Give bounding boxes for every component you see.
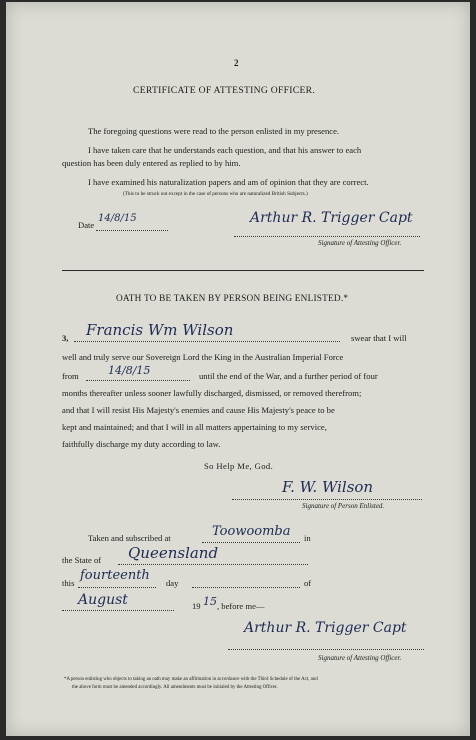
oath-line-4: months thereafter unless sooner lawfully discharged, dismissed, or removed therefrom;	[62, 388, 362, 398]
document-page	[6, 2, 470, 736]
state-underline	[118, 564, 308, 565]
oath-line-5: and that I will resist His Majesty's enemies and cause His Majesty's peace to be	[62, 405, 335, 415]
footnote-line-1: *A person enlisting who objects to taking an oath may make an affirmation in accordance with the Third Schedule of the Act, and	[64, 677, 318, 682]
footnote-line-2: the above form must be amended accordingly. All amendments must be initialed by the Attesting Officer.	[72, 685, 278, 690]
officer-signature-line	[234, 236, 420, 237]
year-prefix: 19	[192, 601, 201, 611]
from-date-underline	[86, 380, 190, 381]
state-label: the State of	[62, 555, 102, 565]
cert-paragraph-1: The foregoing questions were read to the person enlisted in my presence.	[88, 126, 340, 136]
date-underline	[96, 230, 168, 231]
page-number: 2	[234, 58, 239, 68]
so-help-me-god: So Help Me, God.	[204, 461, 274, 471]
oath-line-2: well and truly serve our Sovereign Lord the King in the Australian Imperial Force	[62, 352, 344, 362]
state-value: Queensland	[128, 544, 219, 562]
oath-from-label: from	[62, 371, 79, 381]
in-label: in	[304, 533, 311, 543]
before-me-label: , before me—	[217, 601, 265, 611]
oath-line-1-end: swear that I will	[351, 333, 407, 343]
enlistee-name: Francis Wm Wilson	[86, 321, 234, 339]
officer-signature-label-2: Signature of Attesting Officer.	[318, 654, 402, 662]
day-label: day	[166, 578, 179, 588]
month-value: August	[78, 592, 128, 608]
day-month-underline	[192, 587, 300, 588]
cert-paragraph-3-note: (This to be struck out except in the case of persons who are naturalized British Subjects.)	[123, 191, 308, 197]
oath-line-7: faithfully discharge my duty according to law.	[62, 439, 221, 449]
section-divider	[62, 270, 424, 271]
oath-number: 3,	[62, 333, 69, 343]
cert-paragraph-3: I have examined his naturalization papers and am of opinion that they are correct.	[88, 177, 369, 187]
taken-place: Toowoomba	[212, 524, 291, 539]
oath-from-date: 14/8/15	[108, 364, 151, 377]
enlistee-signature-label: Signature of Person Enlisted.	[302, 502, 385, 510]
date-value: 14/8/15	[98, 213, 137, 224]
officer-signature-line-2	[228, 649, 424, 650]
oath-title: OATH TO BE TAKEN BY PERSON BEING ENLISTED.*	[116, 294, 349, 304]
oath-line-6: kept and maintained; and that I will in all matters appertaining to my service,	[62, 422, 327, 432]
place-underline	[202, 542, 300, 543]
date-label: Date	[78, 220, 95, 230]
day-value: fourteenth	[80, 568, 150, 583]
enlistee-signature: F. W. Wilson	[282, 478, 374, 496]
enlistee-signature-line	[232, 499, 422, 500]
oath-line-3-end: until the end of the War, and a further period of four	[199, 371, 378, 381]
month-underline	[62, 610, 174, 611]
name-underline	[74, 341, 340, 342]
officer-signature: Arthur R. Trigger Capt	[250, 210, 413, 226]
officer-signature-2: Arthur R. Trigger Capt	[244, 620, 407, 636]
this-label: this	[62, 578, 75, 588]
year-value: 15	[203, 595, 217, 608]
certificate-title: CERTIFICATE OF ATTESTING OFFICER.	[133, 85, 316, 96]
cert-paragraph-2-line-1: I have taken care that he understands each question, and that his answer to each	[88, 145, 362, 155]
day-underline	[78, 587, 156, 588]
cert-paragraph-2-line-2: question has been duly entered as replied to by him.	[62, 158, 241, 168]
taken-subscribed-label: Taken and subscribed at	[88, 533, 171, 543]
officer-signature-label: Signature of Attesting Officer.	[318, 239, 402, 247]
of-label: of	[304, 578, 312, 588]
